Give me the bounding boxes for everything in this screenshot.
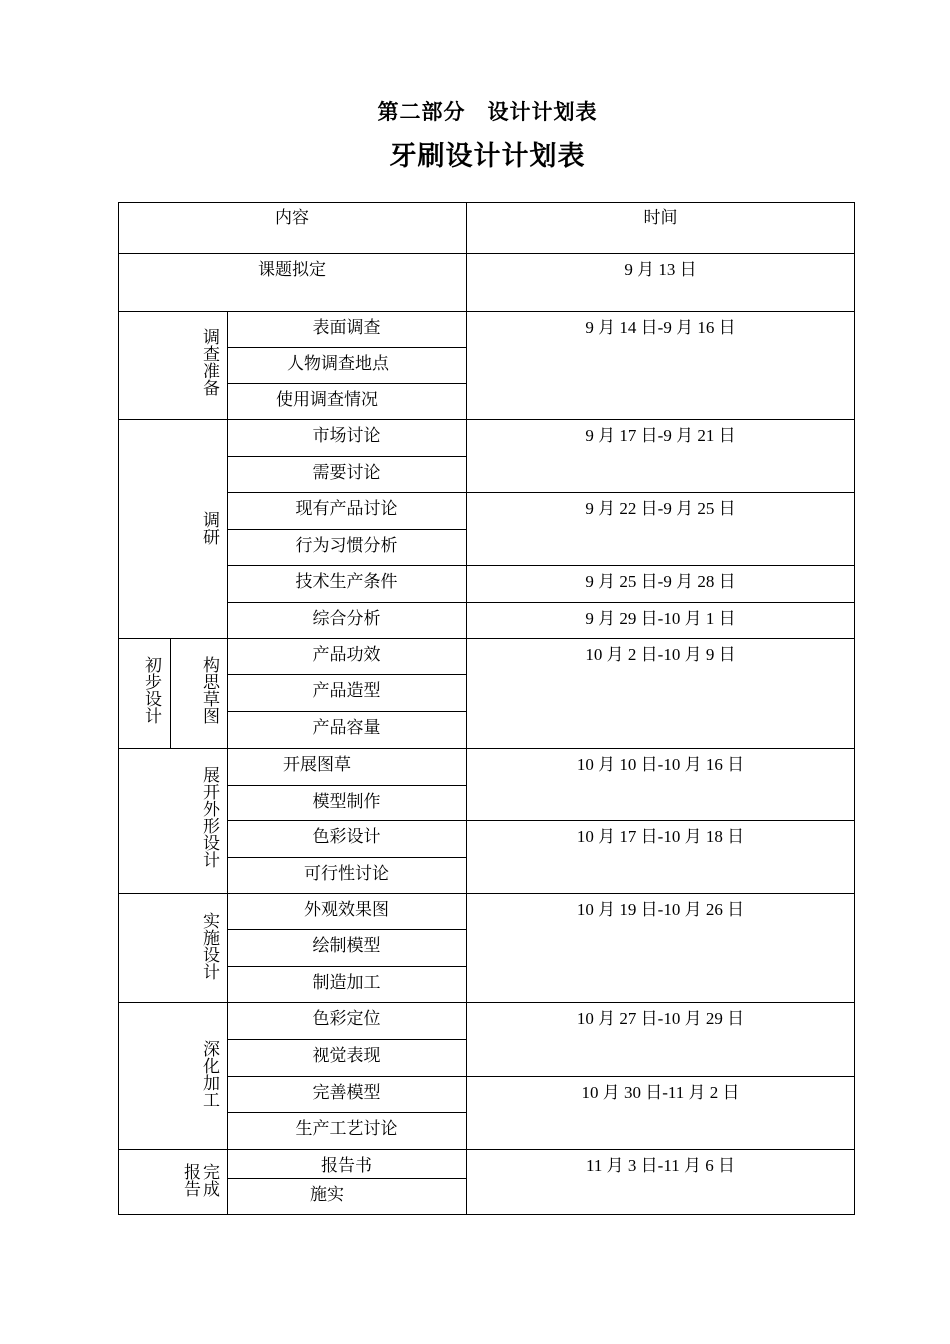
list-item: 模型制作 (312, 792, 381, 812)
time-range: 10 月 30 日-11 月 2 日 (581, 1083, 740, 1102)
list-item: 人物调查地点 (287, 354, 389, 374)
list-item: 开展图草 (283, 755, 351, 775)
list-item: 产品功效 (312, 645, 381, 665)
time-range: 10 月 19 日-10 月 26 日 (576, 900, 745, 919)
row-line (118, 253, 855, 254)
group-label-implement: 实施设计 (199, 912, 219, 980)
item-line (227, 383, 466, 384)
item-line (227, 857, 466, 858)
list-item: 可行性讨论 (304, 864, 389, 884)
column-divider (466, 202, 467, 1215)
list-item: 行为习惯分析 (295, 536, 398, 556)
list-item: 产品容量 (312, 718, 381, 738)
list-item: 需要讨论 (312, 463, 381, 483)
group-label-deepen: 深化加工 (199, 1040, 219, 1108)
item-line (227, 785, 466, 786)
group-sublabel-sketch: 构思草图 (199, 656, 219, 724)
time-range: 10 月 17 日-10 月 18 日 (576, 827, 745, 846)
item-line (227, 820, 855, 821)
list-item: 使用调查情况 (276, 390, 378, 410)
item-line (227, 711, 466, 712)
list-item: 施实 (310, 1185, 344, 1205)
list-item: 外观效果图 (304, 900, 389, 920)
row-line (118, 748, 855, 749)
list-item: 报告书 (321, 1156, 372, 1176)
header-content: 内容 (275, 208, 309, 228)
item-line (227, 347, 466, 348)
item-line (227, 1112, 466, 1113)
time-range: 9 月 29 日-10 月 1 日 (585, 609, 736, 628)
topic-time: 9 月 13 日 (624, 260, 697, 279)
time-range: 11 月 3 日-11 月 6 日 (586, 1156, 735, 1175)
row-line (118, 311, 855, 312)
item-line (227, 1039, 466, 1040)
item-line (227, 492, 855, 493)
list-item: 综合分析 (312, 609, 381, 629)
list-item: 技术生产条件 (295, 572, 398, 592)
row-line (118, 1002, 855, 1003)
time-range: 9 月 22 日-9 月 25 日 (585, 499, 736, 518)
time-range: 10 月 27 日-10 月 29 日 (576, 1009, 745, 1028)
header-time: 时间 (643, 208, 678, 228)
group-label-report-b: 报告 (180, 1163, 200, 1197)
list-item: 绘制模型 (312, 936, 381, 956)
group-label-research: 调研 (199, 511, 219, 545)
list-item: 色彩设计 (312, 827, 381, 847)
list-item: 色彩定位 (312, 1009, 381, 1029)
section-title: 第二部分 设计计划表 (377, 100, 598, 124)
time-range: 9 月 17 日-9 月 21 日 (585, 426, 736, 445)
item-line (227, 929, 466, 930)
row-line (118, 638, 855, 639)
time-range: 9 月 14 日-9 月 16 日 (585, 318, 736, 337)
time-range: 9 月 25 日-9 月 28 日 (585, 572, 736, 591)
list-item: 制造加工 (312, 973, 381, 993)
group-label-initial: 初步设计 (141, 656, 161, 724)
list-item: 视觉表现 (312, 1046, 381, 1066)
list-item: 产品造型 (312, 681, 381, 701)
item-line (227, 602, 855, 603)
list-item: 现有产品讨论 (295, 499, 398, 519)
item-line (227, 456, 466, 457)
item-line (227, 1178, 466, 1179)
row-line (118, 1149, 855, 1150)
list-item: 完善模型 (312, 1083, 381, 1103)
subgroup-divider (170, 638, 171, 748)
group-label-report-a: 完成 (199, 1163, 219, 1197)
item-line (227, 966, 466, 967)
row-line (118, 893, 855, 894)
item-line (227, 529, 466, 530)
item-line (227, 565, 855, 566)
time-range: 10 月 10 日-10 月 16 日 (576, 755, 745, 774)
list-item: 市场讨论 (312, 426, 381, 446)
page-title: 牙刷设计计划表 (389, 141, 586, 172)
item-line (227, 674, 466, 675)
row-line (118, 419, 855, 420)
topic-label: 课题拟定 (258, 260, 326, 280)
group-label-prep: 调查准备 (199, 328, 219, 396)
group-label-expand: 展开外形设计 (199, 766, 219, 868)
list-item: 生产工艺讨论 (295, 1119, 398, 1139)
list-item: 表面调查 (312, 318, 381, 338)
item-line (227, 1076, 855, 1077)
time-range: 10 月 2 日-10 月 9 日 (585, 645, 736, 664)
